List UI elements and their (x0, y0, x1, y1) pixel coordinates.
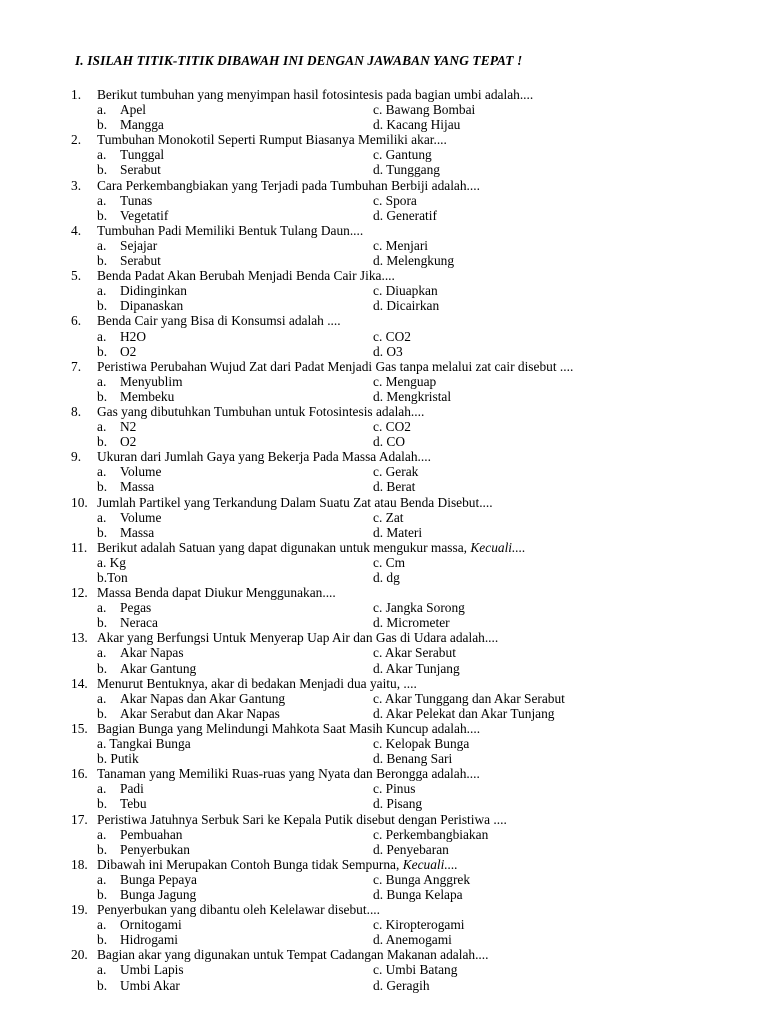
option-a-text: Tunas (120, 192, 153, 208)
question-line (71, 404, 761, 419)
option-a (71, 827, 373, 842)
option-d: d. Geragih (373, 977, 430, 993)
option-d: d. CO (373, 434, 405, 450)
option-b (71, 389, 373, 404)
option-d: d. Tunggang (373, 162, 440, 178)
option-b-letter: b. (97, 796, 108, 812)
question-line (71, 449, 761, 464)
option-b-text: Dipanaskan (120, 298, 184, 314)
option-b-letter: b. (97, 298, 108, 314)
option-a-text: Umbi Lapis (120, 962, 184, 978)
question-line (71, 812, 761, 827)
question-line (71, 313, 761, 328)
question-text: Gas yang dibutuhkan Tumbuhan untuk Fotosintesis adalah.... (97, 403, 425, 419)
option-b (71, 253, 373, 268)
question-line (71, 721, 761, 736)
question-number: 10. (71, 494, 88, 510)
option-row (71, 555, 761, 570)
option-row (71, 283, 761, 298)
option-row (71, 796, 761, 811)
question-number: 16. (71, 766, 88, 782)
option-b-text: Vegetatif (120, 207, 169, 223)
question-text: Bagian akar yang digunakan untuk Tempat Cadangan Makanan adalah.... (97, 947, 489, 963)
option-a (71, 464, 373, 479)
option-a-letter: a. (97, 237, 107, 253)
question-text: Benda Cair yang Bisa di Konsumsi adalah .... (97, 313, 341, 329)
option-d: d. Melengkung (373, 253, 455, 269)
question-number: 9. (71, 449, 82, 465)
question-text: Tumbuhan Monokotil Seperti Rumput Biasanya Memiliki akar.... (97, 132, 447, 148)
option-a-text: Pembuahan (120, 826, 183, 842)
question-number: 4. (71, 222, 82, 238)
question-text: Dibawah ini Merupakan Contoh Bunga tidak Sempurna, (97, 856, 400, 872)
option-d: d. Pisang (373, 796, 423, 812)
option-b-letter: b. (97, 388, 108, 404)
option-b-text: Tebu (120, 796, 147, 812)
option-b (71, 706, 373, 721)
option-c: c. Akar Serabut (373, 645, 456, 661)
option-row (71, 736, 761, 751)
option-a-text: Akar Napas (120, 645, 184, 661)
question-item (71, 87, 761, 132)
option-d: d. Benang Sari (373, 751, 453, 767)
option-row (71, 238, 761, 253)
option-a-letter: a. (97, 600, 107, 616)
option-row (71, 827, 761, 842)
question-line (71, 630, 761, 645)
question-emphasis: Kecuali.... (470, 539, 526, 555)
option-d: d. Berat (373, 479, 416, 495)
question-text: Jumlah Partikel yang Terkandung Dalam Suatu Zat atau Benda Disebut.... (97, 494, 493, 510)
option-a-letter: a. (97, 419, 107, 435)
option-b-letter: b. (97, 479, 108, 495)
option-row (71, 344, 761, 359)
option-a-letter: a. (97, 192, 107, 208)
question-text: Berikut tumbuhan yang menyimpan hasil fotosintesis pada bagian umbi adalah.... (97, 87, 534, 102)
option-row (71, 434, 761, 449)
option-b (71, 525, 373, 540)
option-row (71, 962, 761, 977)
option-b-letter: b. (97, 841, 108, 857)
option-a-letter: a. (97, 147, 107, 163)
question-text: Tanaman yang Memiliki Ruas-ruas yang Nyata dan Berongga adalah.... (97, 766, 480, 782)
option-row (71, 479, 761, 494)
option-b (71, 298, 373, 313)
question-line (71, 540, 761, 555)
question-line (71, 178, 761, 193)
question-item (71, 495, 761, 540)
option-d: d. Akar Tunjang (373, 660, 460, 676)
option-b-letter: b. (97, 615, 108, 631)
option-a-text: Sejajar (120, 237, 158, 253)
option-b-letter: b. (97, 162, 108, 178)
option-c: c. CO2 (373, 328, 411, 344)
option-b-text: Umbi Akar (120, 977, 180, 993)
option-c: c. Kiropterogami (373, 917, 465, 933)
option-row (71, 600, 761, 615)
option-row (71, 691, 761, 706)
option-b-text: Membeku (120, 388, 175, 404)
question-item (71, 359, 761, 404)
question-number: 18. (71, 856, 88, 872)
question-line (71, 676, 761, 691)
option-d: d. Kacang Hijau (373, 117, 461, 133)
question-item (71, 630, 761, 675)
question-number: 1. (71, 87, 82, 102)
question-item (71, 812, 761, 857)
option-row (71, 615, 761, 630)
question-number: 20. (71, 947, 88, 963)
option-a-text: Tunggal (120, 147, 165, 163)
option-a-text: Menyublim (120, 373, 183, 389)
question-item (71, 902, 761, 947)
option-b-text: b. Putik (97, 751, 139, 767)
question-item (71, 721, 761, 766)
option-b-text: Mangga (120, 117, 164, 133)
question-line (71, 495, 761, 510)
option-a (71, 147, 373, 162)
option-a-text: Volume (120, 464, 162, 480)
option-a (71, 736, 373, 751)
option-b-text: Massa (120, 479, 155, 495)
option-b (71, 932, 373, 947)
option-c: c. Menguap (373, 373, 437, 389)
question-number: 11. (71, 539, 88, 555)
option-row (71, 147, 761, 162)
option-b-text: Massa (120, 524, 155, 540)
option-b (71, 344, 373, 359)
option-b (71, 615, 373, 630)
option-a (71, 917, 373, 932)
question-line (71, 268, 761, 283)
option-b-text: b.Ton (97, 570, 128, 585)
option-b-text: O2 (120, 343, 137, 359)
option-b-letter: b. (97, 886, 108, 902)
option-a (71, 238, 373, 253)
option-a-letter: a. (97, 871, 107, 887)
option-row (71, 525, 761, 540)
option-d: d. dg (373, 570, 400, 585)
question-line (71, 766, 761, 781)
option-a (71, 193, 373, 208)
question-text: Berikut adalah Satuan yang dapat digunakan untuk mengukur massa, (97, 539, 468, 555)
option-b (71, 570, 373, 585)
option-d: d. Materi (373, 524, 423, 540)
question-text: Menurut Bentuknya, akar di bedakan Menjadi dua yaitu, .... (97, 675, 417, 691)
option-d: d. Mengkristal (373, 388, 452, 404)
option-a-letter: a. (97, 373, 107, 389)
question-line (71, 857, 761, 872)
question-line (71, 585, 761, 600)
question-item (71, 223, 761, 268)
option-a-text: Ornitogami (120, 917, 182, 933)
question-text: Benda Padat Akan Berubah Menjadi Benda Cair Jika.... (97, 268, 395, 284)
option-c: c. Gerak (373, 464, 419, 480)
option-b (71, 162, 373, 177)
question-item (71, 766, 761, 811)
question-item (71, 676, 761, 721)
question-item (71, 585, 761, 630)
option-b (71, 117, 373, 132)
option-c: c. Bunga Anggrek (373, 871, 471, 887)
option-d: d. Anemogami (373, 932, 452, 948)
question-text: Akar yang Berfungsi Untuk Menyerap Uap Air dan Gas di Udara adalah.... (97, 630, 499, 646)
option-a (71, 374, 373, 389)
question-number: 12. (71, 585, 88, 601)
question-item (71, 268, 761, 313)
option-row (71, 932, 761, 947)
option-a (71, 872, 373, 887)
question-text: Peristiwa Perubahan Wujud Zat dari Padat Menjadi Gas tanpa melalui zat cair disebut .... (97, 358, 574, 374)
question-number: 15. (71, 720, 88, 736)
option-row (71, 329, 761, 344)
question-line (71, 902, 761, 917)
option-a (71, 962, 373, 977)
option-b-text: Akar Gantung (120, 660, 197, 676)
option-c: c. CO2 (373, 419, 411, 435)
option-a (71, 781, 373, 796)
option-b-letter: b. (97, 660, 108, 676)
option-row (71, 842, 761, 857)
option-c: c. Akar Tunggang dan Akar Serabut (373, 690, 565, 706)
option-b (71, 434, 373, 449)
option-a-letter: a. (97, 781, 107, 797)
option-row (71, 570, 761, 585)
option-a-text: a. Kg (97, 554, 127, 570)
option-a-text: Volume (120, 509, 162, 525)
option-b-letter: b. (97, 705, 108, 721)
option-a-text: Akar Napas dan Akar Gantung (120, 690, 286, 706)
option-b-text: O2 (120, 434, 137, 450)
option-row (71, 193, 761, 208)
option-a-letter: a. (97, 962, 107, 978)
option-a-text: Didinginkan (120, 283, 187, 299)
option-c: c. Gantung (373, 147, 432, 163)
question-text: Peristiwa Jatuhnya Serbuk Sari ke Kepala Putik disebut dengan Peristiwa .... (97, 811, 507, 827)
question-line (71, 223, 761, 238)
question-number: 13. (71, 630, 88, 646)
option-c: c. Pinus (373, 781, 416, 797)
option-a-letter: a. (97, 645, 107, 661)
option-a-text: a. Tangkai Bunga (97, 736, 191, 752)
option-c: c. Cm (373, 554, 405, 570)
option-a (71, 419, 373, 434)
option-b-letter: b. (97, 932, 108, 948)
option-row (71, 374, 761, 389)
option-a-text: H2O (120, 328, 147, 344)
option-row (71, 887, 761, 902)
question-line (71, 359, 761, 374)
option-row (71, 978, 761, 993)
option-a-text: Padi (120, 781, 144, 797)
option-row (71, 706, 761, 721)
option-d: d. Dicairkan (373, 298, 440, 314)
option-row (71, 102, 761, 117)
option-b-text: Bunga Jagung (120, 886, 197, 902)
option-a (71, 329, 373, 344)
option-b-text: Hidrogami (120, 932, 179, 948)
question-number: 5. (71, 268, 82, 284)
option-a-letter: a. (97, 826, 107, 842)
option-c: c. Umbi Batang (373, 962, 458, 978)
option-c: c. Spora (373, 192, 417, 208)
option-b (71, 842, 373, 857)
option-row (71, 162, 761, 177)
option-b (71, 661, 373, 676)
question-line (71, 132, 761, 147)
option-row (71, 510, 761, 525)
option-row (71, 208, 761, 223)
option-a (71, 102, 373, 117)
question-item (71, 132, 761, 177)
question-number: 7. (71, 358, 82, 374)
option-b (71, 208, 373, 223)
question-text: Ukuran dari Jumlah Gaya yang Bekerja Pada Massa Adalah.... (97, 449, 431, 465)
question-text: Cara Perkembangbiakan yang Terjadi pada Tumbuhan Berbiji adalah.... (97, 177, 480, 193)
question-item (71, 540, 761, 585)
option-b-text: Akar Serabut dan Akar Napas (120, 705, 280, 721)
question-number: 8. (71, 403, 82, 419)
question-line (71, 87, 761, 102)
option-a (71, 600, 373, 615)
option-d: d. O3 (373, 343, 403, 359)
question-item (71, 404, 761, 449)
option-a-text: N2 (120, 419, 137, 435)
option-d: d. Penyebaran (373, 841, 449, 857)
option-d: d. Generatif (373, 207, 437, 223)
option-a-letter: a. (97, 464, 107, 480)
option-b-text: Neraca (120, 615, 158, 631)
option-b-letter: b. (97, 524, 108, 540)
option-a (71, 645, 373, 660)
question-number: 17. (71, 811, 88, 827)
question-number: 3. (71, 177, 82, 193)
option-row (71, 751, 761, 766)
question-item (71, 449, 761, 494)
option-row (71, 298, 761, 313)
option-a-text: Apel (120, 102, 147, 118)
option-b-letter: b. (97, 977, 108, 993)
option-b-letter: b. (97, 434, 108, 450)
option-d: d. Bunga Kelapa (373, 886, 463, 902)
option-a-letter: a. (97, 917, 107, 933)
option-row (71, 389, 761, 404)
question-item (71, 313, 761, 358)
option-b (71, 479, 373, 494)
option-a-letter: a. (97, 690, 107, 706)
question-item (71, 947, 761, 992)
option-c: c. Jangka Sorong (373, 600, 465, 616)
question-number: 2. (71, 132, 82, 148)
option-c: c. Diuapkan (373, 283, 438, 299)
option-b-letter: b. (97, 343, 108, 359)
question-number: 6. (71, 313, 82, 329)
question-line (71, 947, 761, 962)
option-b (71, 887, 373, 902)
option-a-text: Bunga Pepaya (120, 871, 197, 887)
option-b-text: Penyerbukan (120, 841, 190, 857)
option-b (71, 751, 373, 766)
option-a (71, 691, 373, 706)
option-row (71, 645, 761, 660)
question-number: 19. (71, 902, 88, 918)
option-c: c. Zat (373, 509, 404, 525)
question-number: 14. (71, 675, 88, 691)
option-a-letter: a. (97, 102, 107, 118)
option-c: c. Menjari (373, 237, 429, 253)
option-a-text: Pegas (120, 600, 152, 616)
option-b-letter: b. (97, 207, 108, 223)
option-row (71, 661, 761, 676)
option-row (71, 419, 761, 434)
question-item (71, 178, 761, 223)
option-row (71, 917, 761, 932)
option-a (71, 555, 373, 570)
option-a (71, 283, 373, 298)
option-row (71, 464, 761, 479)
option-c: c. Kelopak Bunga (373, 736, 470, 752)
option-a-letter: a. (97, 509, 107, 525)
option-b-letter: b. (97, 117, 108, 133)
option-row (71, 117, 761, 132)
option-b-text: Serabut (120, 253, 161, 269)
option-a (71, 510, 373, 525)
option-b (71, 796, 373, 811)
option-d: d. Micrometer (373, 615, 450, 631)
option-b-text: Serabut (120, 162, 161, 178)
option-b-letter: b. (97, 253, 108, 269)
question-text: Tumbuhan Padi Memiliki Bentuk Tulang Daun.... (97, 222, 364, 238)
option-row (71, 253, 761, 268)
worksheet-heading: I. ISILAH TITIK-TITIK DIBAWAH INI DENGAN JAWABAN YANG TEPAT ! (75, 53, 523, 68)
option-a-letter: a. (97, 283, 107, 299)
question-text: Penyerbukan yang dibantu oleh Kelelawar disebut.... (97, 902, 380, 918)
option-c: c. Bawang Bombai (373, 102, 476, 118)
question-emphasis: Kecuali.... (402, 856, 458, 872)
option-a-letter: a. (97, 328, 107, 344)
option-row (71, 781, 761, 796)
question-text: Bagian Bunga yang Melindungi Mahkota Saat Masih Kuncup adalah.... (97, 720, 481, 736)
question-list (71, 87, 761, 993)
option-b (71, 978, 373, 993)
question-text: Massa Benda dapat Diukur Menggunakan.... (97, 585, 336, 601)
option-d: d. Akar Pelekat dan Akar Tunjang (373, 705, 555, 721)
option-c: c. Perkembangbiakan (373, 826, 489, 842)
question-item (71, 857, 761, 902)
option-row (71, 872, 761, 887)
